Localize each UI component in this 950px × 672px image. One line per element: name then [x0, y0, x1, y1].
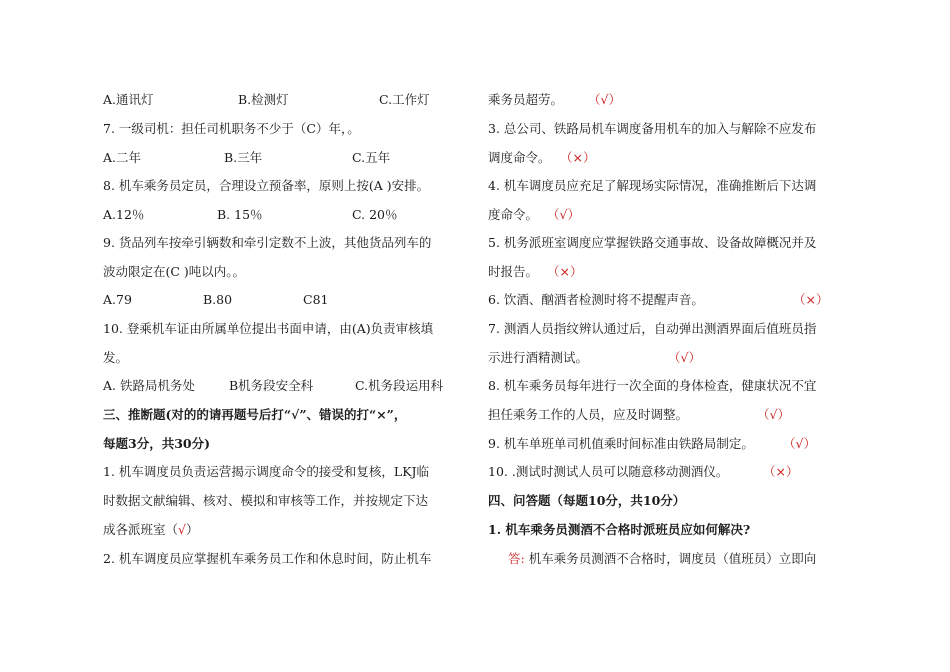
q8-option-c: C. 20％: [352, 207, 398, 222]
judgement-2-line-2: 乘务员超劳。: [488, 92, 564, 107]
judgement-10: 10. .测试时测试人员可以随意移动测酒仪。: [488, 464, 729, 479]
q7-option-c: C.五年: [352, 150, 391, 165]
judgement-4-line-2: 度命令。: [488, 207, 539, 222]
qa-1-answer: [508, 551, 816, 567]
q10-option-a: A. 铁路局机务处: [103, 378, 195, 393]
judgement-3-line-2: 调度命令。: [488, 150, 551, 165]
q10-option-c: C.机务段运用科: [355, 378, 444, 393]
judgement-7-mark: （√）: [668, 350, 701, 365]
section-3-heading-line-1: 三、推断题(对的的请再题号后打“√”、错误的打“×”，: [103, 407, 407, 422]
q9-option-c: C81: [303, 292, 329, 307]
q6-option-b: B.检测灯: [238, 92, 289, 107]
q6-option-c: C.工作灯: [379, 92, 430, 107]
judgement-8-mark: （√）: [757, 407, 790, 422]
judgement-1-line-3: [103, 522, 199, 538]
q8-option-b: B. 15％: [217, 207, 263, 222]
judgement-2-mark: （√）: [588, 92, 621, 107]
judgement-1-close: ）: [185, 522, 199, 537]
q9-option-a: A.79: [103, 292, 132, 307]
judgement-5-mark: （×）: [547, 264, 583, 279]
judgement-10-mark: （×）: [763, 464, 799, 479]
judgement-6: 6. 饮酒、酗酒者检测时将不提醒声音。: [488, 292, 704, 307]
judgement-8-line-1: 8. 机车乘务员每年进行一次全面的身体检查，健康状况不宜: [488, 378, 817, 393]
q7-option-b: B.三年: [224, 150, 263, 165]
question-10-line-1: 10. 登乘机车证由所属单位提出书面申请，由(A)负责审核填: [103, 321, 434, 336]
question-10-line-2: 发。: [103, 350, 129, 365]
q8-option-a: A.12％: [103, 207, 145, 222]
judgement-7-line-1: 7. 测酒人员指纹辨认通过后，自动弹出测酒界面后值班员指: [488, 321, 817, 336]
judgement-9: 9. 机车单班单司机值乘时间标准由铁路局制定。: [488, 436, 754, 451]
judgement-3-line-1: 3. 总公司、铁路局机车调度备用机车的加入与解除不应发布: [488, 121, 817, 136]
check-mark-icon: √: [178, 522, 186, 537]
judgement-1-line-2: 时数据文献编辑、核对、模拟和审核等工作，并按规定下达: [103, 493, 429, 508]
judgement-9-mark: （√）: [783, 436, 816, 451]
judgement-1-text: 成各派班室（: [103, 522, 179, 537]
section-3-heading-line-2: 每题3分，共30分): [103, 436, 211, 451]
judgement-3-mark: （×）: [560, 150, 596, 165]
judgement-4-line-1: 4. 机车调度员应充足了解现场实际情况，准确推断后下达调: [488, 178, 817, 193]
q9-option-b: B.80: [203, 292, 233, 307]
judgement-6-mark: （×）: [793, 292, 829, 307]
judgement-4-mark: （√）: [547, 207, 580, 222]
q10-option-b: B机务段安全科: [229, 378, 314, 393]
judgement-1-line-1: 1. 机车调度员负责运营揭示调度命令的接受和复核，LKJ临: [103, 464, 430, 479]
question-9-line-2: 波动限定在(C )吨以内。。: [103, 264, 246, 279]
question-7: 7. 一级司机：担任司机职务不少于（C）年，。: [103, 121, 360, 136]
answer-text: 机车乘务员测酒不合格时，调度员（值班员）立即向: [524, 551, 817, 566]
qa-1-question: 1. 机车乘务员测酒不合格时派班员应如何解决?: [488, 522, 751, 537]
q6-option-a: A.通讯灯: [103, 92, 154, 107]
judgement-5-line-1: 5. 机务派班室调度应掌握铁路交通事故、设备故障概况并及: [488, 235, 817, 250]
answer-label: 答:: [508, 551, 525, 566]
judgement-5-line-2: 时报告。: [488, 264, 539, 279]
judgement-7-line-2: 示进行酒精测试。: [488, 350, 589, 365]
question-8: 8. 机车乘务员定员，合理设立预备率，原则上按(A )安排。: [103, 178, 430, 193]
question-9-line-1: 9. 货品列车按牵引辆数和牵引定数不上波，其他货品列车的: [103, 235, 432, 250]
q7-option-a: A.二年: [103, 150, 142, 165]
judgement-8-line-2: 担任乘务工作的人员，应及时调整。: [488, 407, 689, 422]
judgement-2-line-1: 2. 机车调度员应掌握机车乘务员工作和休息时间，防止机车: [103, 551, 432, 566]
section-4-heading: 四、问答题（每题10分，共10分）: [488, 493, 686, 508]
